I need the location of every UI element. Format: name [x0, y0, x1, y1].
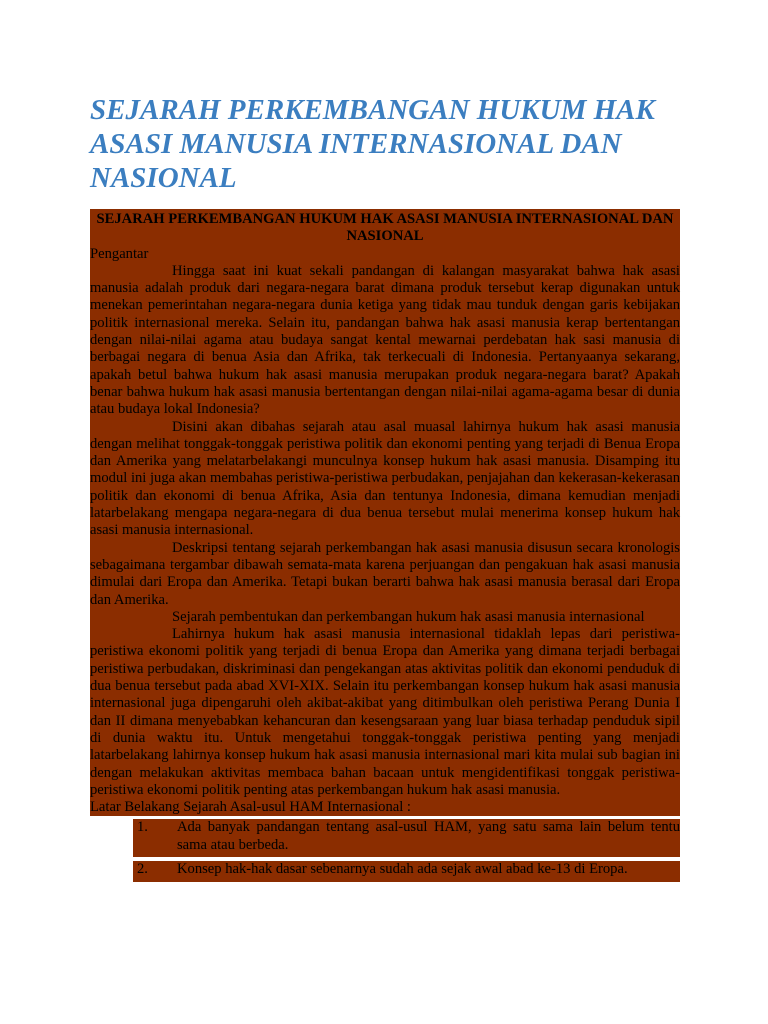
document-body [90, 209, 680, 882]
list-item-number: 1. [137, 819, 148, 836]
section-heading-background: Latar Belakang Sejarah Asal-usul HAM Internasional : [90, 799, 411, 816]
section-heading-intro: Pengantar [90, 245, 149, 262]
list-item [133, 861, 680, 882]
paragraph-3: Deskripsi tentang sejarah perkembangan hak asasi manusia disusun secara kronologis sebagaimana tergambar dibawah semata-mata karena perjuangan dan pengakuan hak asasi manusia dimulai dari Eropa dan Amerika. Tetapi bukan berarti bahwa hak asasi manusia berasal dari Eropa dan Amerika. [90, 539, 680, 608]
list-item-number: 2. [137, 860, 148, 877]
paragraph-1: Hingga saat ini kuat sekali pandangan di kalangan masyarakat bahwa hak asasi manusia adalah produk dari negara-negara barat dimana produk tersebut kerap digunakan untuk menekan pemerintahan negara-negara dunia ketiga yang tidak mau tunduk dengan garis kebijakan politik internasional mereka. Selain itu, pandangan bahwa hak asasi manusia kerap bertentangan dengan nilai-nilai agama atau budaya sangat kental mewarnai perdebatan hak sasi manusia di berbagai negara di benua Asia dan Afrika, tak terkecuali di Indonesia. Pertanyaanya sekarang, apakah betul bahwa hukum hak asasi manusia merupakan produk negara-negara barat? Apakah benar bahwa hukum hak asasi manusia bertentangan dengan nilai-nilai agama-agama besar di dunia atau budaya lokal Indonesia? [90, 262, 680, 418]
list-item-text: Konsep hak-hak dasar sebenarnya sudah ada sejak awal abad ke-13 di Eropa. [177, 860, 628, 877]
list-item-text: Ada banyak pandangan tentang asal-usul HAM, yang satu sama lain belum tentu sama atau berbeda. [177, 819, 680, 853]
paragraph-2: Disini akan dibahas sejarah atau asal muasal lahirnya hukum hak asasi manusia dengan melihat tonggak-tonggak peristiwa politik dan ekonomi penting yang terjadi di Benua Eropa dan Amerika yang melatarbelakangi munculnya konsep hukum hak asasi manusia. Disamping itu modul ini juga akan membahas peristiwa-peristiwa perbudakan, penjajahan dan kekerasan-kekerasan politik dan ekonomi di benua Afrika, Asia dan tentunya Indonesia, dimana kemudian menjadi latarbelakang mengapa negara-negara di dua benua tersebut mulai menerima konsep hukum hak asasi manusia internasional. [90, 418, 681, 539]
document-title: SEJARAH PERKEMBANGAN HUKUM HAK ASASI MANUSIA INTERNASIONAL DAN NASIONAL [90, 94, 655, 194]
box-title: SEJARAH PERKEMBANGAN HUKUM HAK ASASI MANUSIA INTERNASIONAL DAN NASIONAL [90, 209, 680, 246]
subheading-history: Sejarah pembentukan dan perkembangan hukum hak asasi manusia internasional [172, 608, 645, 625]
highlighted-section [90, 246, 680, 817]
list-item [133, 819, 680, 857]
paragraph-5: Lahirnya hukum hak asasi manusia internasional tidaklah lepas dari peristiwa-peristiwa ekonomi politik yang terjadi di benua Eropa dan Amerika yang dimana terjadi berbagai peristiwa perbudakan, diskriminasi dan pengekangan atas aktivitas politik dan ekonomi penduduk di dua benua tersebut pada abad XVI-XIX. Selain itu perkembangan konsep hukum hak asasi manusia internasional juga dipengaruhi oleh akibat-akibat yang ditimbulkan oleh peristiwa Perang Dunia I dan II dimana menyebabkan kehancuran dan kesengsaraan yang luar biasa terhadap penduduk sipil di dunia waktu itu. Untuk mengetahui tonggak-tonggak peristiwa penting yang menjadi latarbelakang lahirnya konsep hukum hak asasi manusia internasional mari kita mulai sub bagian ini dengan melakukan aktivitas membaca bahan bacaan untuk mengidentifikasi tonggak peristiwa-peristiwa ekonomi politik penting atas perkembangan hukum hak asasi manusia. [90, 626, 680, 798]
numbered-list [133, 819, 680, 882]
